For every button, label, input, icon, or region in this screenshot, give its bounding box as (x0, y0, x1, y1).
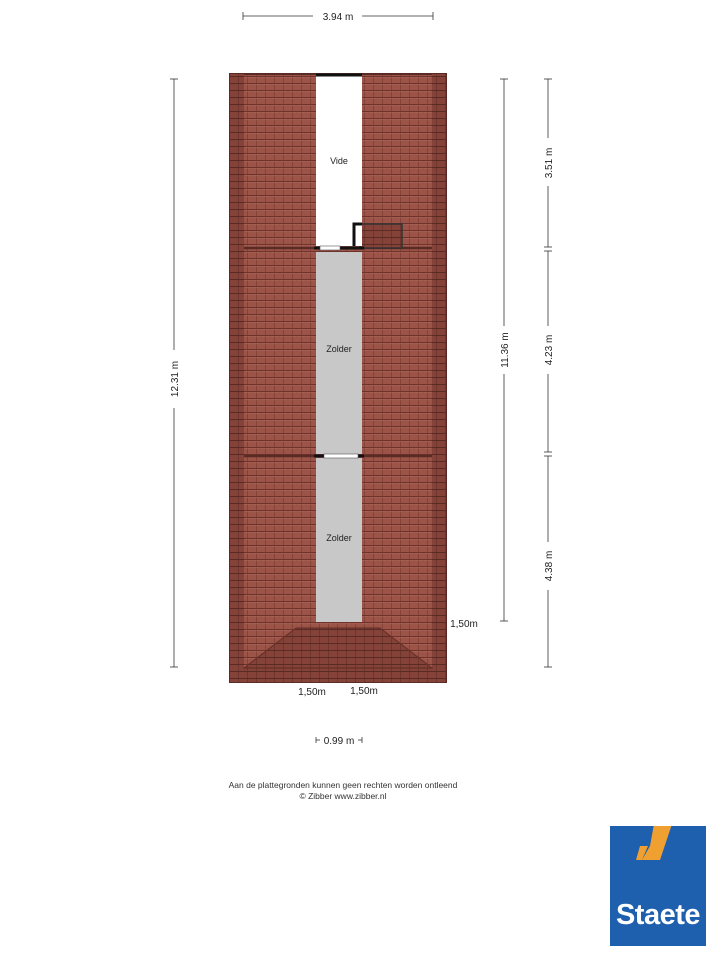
dimension-bottom-width-label: 0.99 m (323, 736, 355, 747)
copyright-text: © Zibber www.zibber.nl (299, 791, 387, 801)
zolder-upper-area (314, 246, 364, 454)
height-marker-bottom-left: 1,50m (298, 687, 326, 698)
room-label-vide: Vide (330, 156, 348, 166)
roof-left-eave (230, 74, 244, 682)
room-label-zolder-upper: Zolder (326, 344, 352, 354)
door-lower (324, 454, 358, 458)
room-label-zolder-lower: Zolder (326, 533, 352, 543)
zolder-lower-area (314, 454, 364, 622)
staete-logo (610, 826, 706, 946)
dimension-top-width-label: 3.94 m (322, 12, 354, 23)
logo-accent-icon (610, 826, 706, 896)
dimension-bottom-width (316, 736, 362, 747)
logo-text: Staete (615, 899, 701, 931)
dimension-mid-height-label: 11.36 m (500, 332, 511, 368)
dimension-top-width (243, 12, 433, 23)
vide-area (316, 75, 362, 246)
disclaimer-text: Aan de plattegronden kunnen geen rechten worden ontleend (228, 780, 458, 790)
dimension-left-height-label: 12.31 m (170, 360, 181, 398)
dimension-right-middle-label: 4.23 m (544, 334, 555, 366)
roof-right-eave (432, 74, 446, 682)
dimension-mid-height (500, 79, 511, 621)
door-upper (320, 246, 340, 250)
height-marker-bottom-right: 1,50m (350, 686, 378, 697)
height-marker-right: 1,50m (450, 619, 478, 630)
dimension-left-height (170, 79, 181, 667)
dimension-right-upper-label: 3.51 m (544, 147, 555, 179)
roof-bottom-eave (230, 668, 446, 682)
chimney (360, 224, 402, 248)
dimension-right-segments (544, 79, 555, 667)
dimension-right-lower-label: 4.38 m (544, 550, 555, 582)
